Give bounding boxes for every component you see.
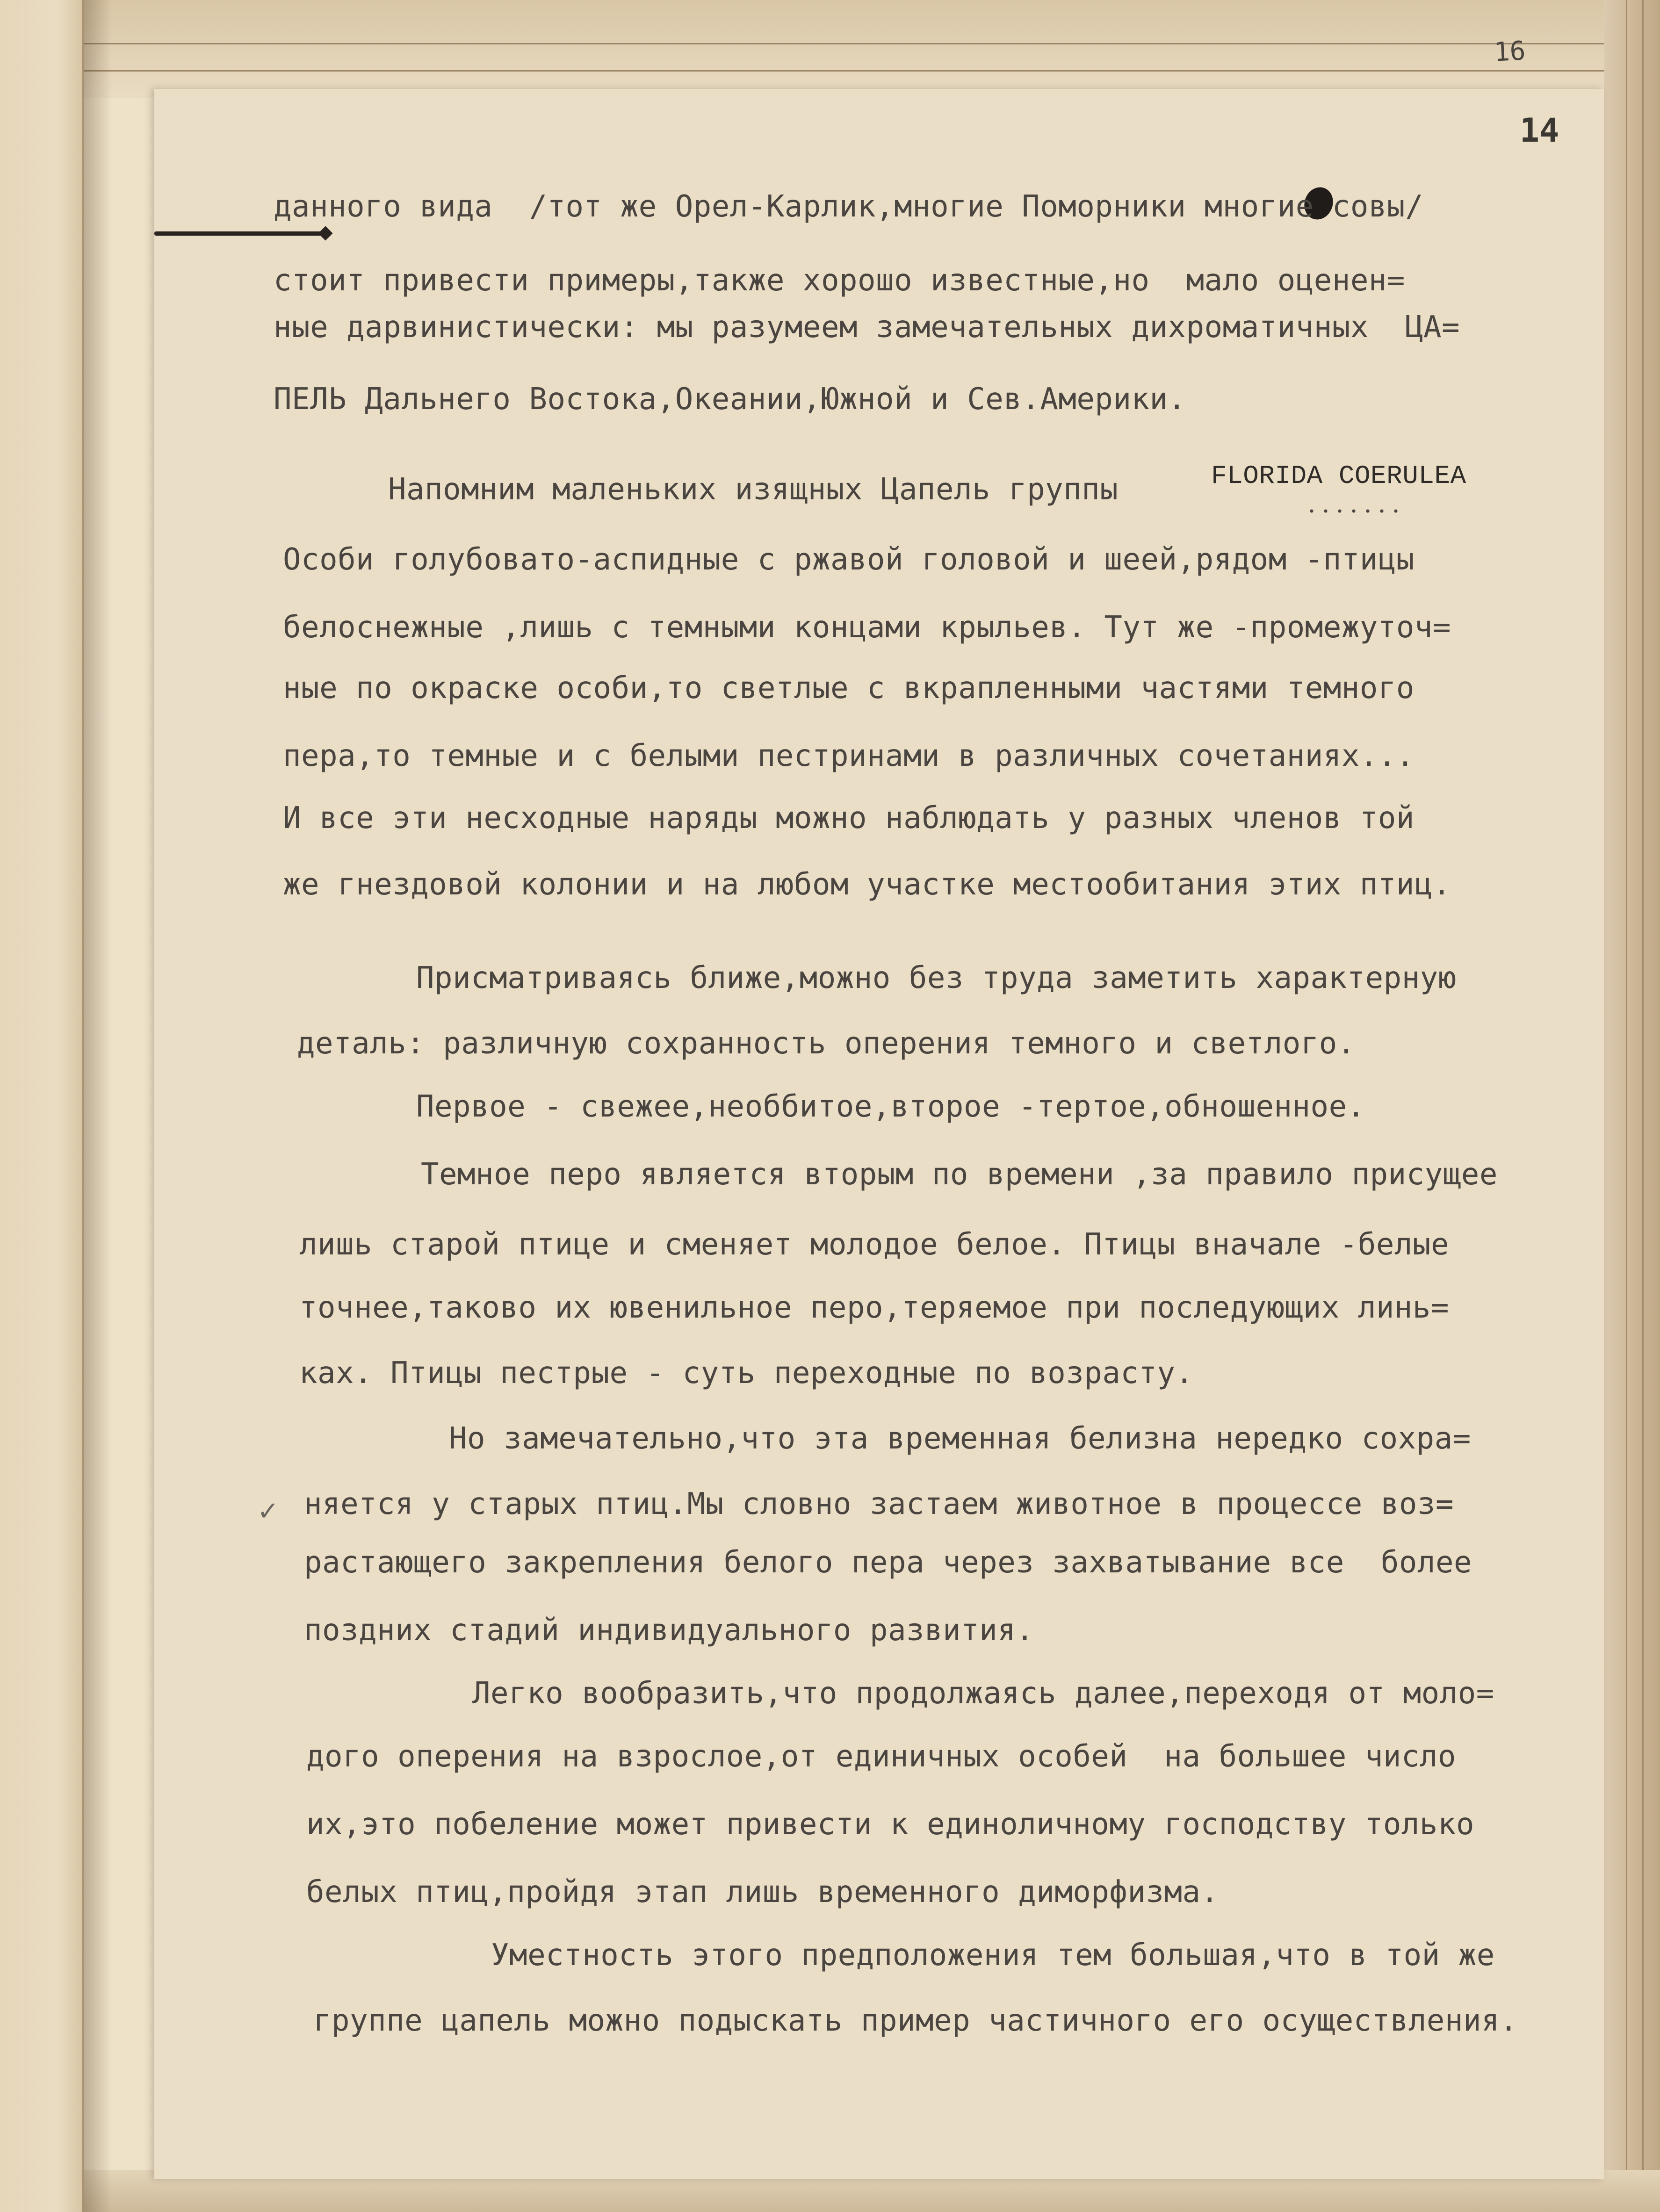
text-line: пера,то темные и с белыми пестринами в различных сочетаниях... (283, 739, 1415, 773)
adjacent-page-strip (0, 0, 84, 2212)
text-line: точнее,таково их ювенильное перо,теряемое при последующих линь= (299, 1290, 1449, 1325)
text-line: белых птиц,пройдя этап лишь временного диморфизма. (306, 1875, 1219, 1909)
text-line: няется у старых птиц.Мы словно застаем животное в процессе воз= (304, 1487, 1454, 1521)
stacked-page-edges-top (82, 0, 1660, 98)
text-line: Уместность этого предположения тем большая,что в той же (491, 1938, 1495, 1973)
text-line: растающего закрепления белого пера через захватывание все более (304, 1545, 1472, 1580)
binding-thread (154, 231, 327, 236)
text-line: белоснежные ,лишь с темными концами крыльев. Тут же -промежуточ= (283, 610, 1451, 645)
text-line: Напомним маленьких изящных Цапель группы (388, 472, 1119, 507)
text-line: же гнездовой колонии и на любом участке местообитания этих птиц. (283, 867, 1451, 902)
binding-thread-tip (318, 226, 332, 240)
underline-dots (1305, 509, 1398, 513)
text-line: стоит привести примеры,также хорошо известные,но мало оценен= (274, 263, 1405, 298)
text-line: поздних стадий индивидуального развития. (304, 1613, 1034, 1648)
previous-page-number: 16 (1493, 36, 1527, 68)
margin-check-mark: ✓ (257, 1496, 279, 1527)
text-line: ПЕЛЬ Дальнего Востока,Океании,Южной и Сев.Америки. (274, 382, 1186, 417)
text-line: Легко вообразить,что продолжаясь далее,переходя от моло= (472, 1676, 1494, 1711)
stacked-page-edges-right (1604, 0, 1660, 2212)
text-line: деталь: различную сохранность оперения темного и светлого. (297, 1026, 1356, 1061)
text-line: лишь старой птице и сменяет молодое белое. Птицы вначале -белые (299, 1227, 1449, 1262)
page-number: 14 (1520, 111, 1559, 150)
text-line: ные по окраске особи,то светлые с вкрапленными частями темного (283, 671, 1415, 706)
text-line: Первое - свежее,необбитое,второе -тертое,обношенное. (416, 1089, 1365, 1124)
species-name: FLORIDA COERULEA (1211, 461, 1466, 491)
text-line: ные дарвинистически: мы разумеем замечательных дихроматичных ЦА= (274, 310, 1460, 345)
text-line: дого оперения на взрослое,от единичных особей на большее число (306, 1739, 1456, 1774)
text-line: группе цапель можно подыскать пример частичного его осуществления. (313, 2003, 1518, 2038)
page-edge-line (82, 43, 1660, 44)
text-line: Присматриваясь ближе,можно без труда заметить характерную (416, 961, 1457, 995)
page-edge-line (82, 70, 1660, 72)
page-edge-line (1626, 0, 1627, 2212)
text-line: Темное перо является вторым по времени ,за правило присущее (421, 1157, 1498, 1192)
page-edge-line (1642, 0, 1644, 2212)
text-line: Особи голубовато-аспидные с ржавой головой и шеей,рядом -птицы (283, 542, 1415, 577)
text-line: данного вида /тот же Орел-Карлик,многие Поморники многие совы/ (274, 189, 1423, 224)
text-line: ках. Птицы пестрые - суть переходные по возрасту. (299, 1356, 1194, 1391)
text-line: Но замечательно,что эта временная белизна нередко сохра= (449, 1421, 1471, 1456)
text-line: И все эти несходные наряды можно наблюдать у разных членов той (283, 801, 1415, 836)
binding-shadow (84, 0, 112, 2212)
text-line: их,это побеление может привести к единоличному господству только (306, 1807, 1474, 1842)
